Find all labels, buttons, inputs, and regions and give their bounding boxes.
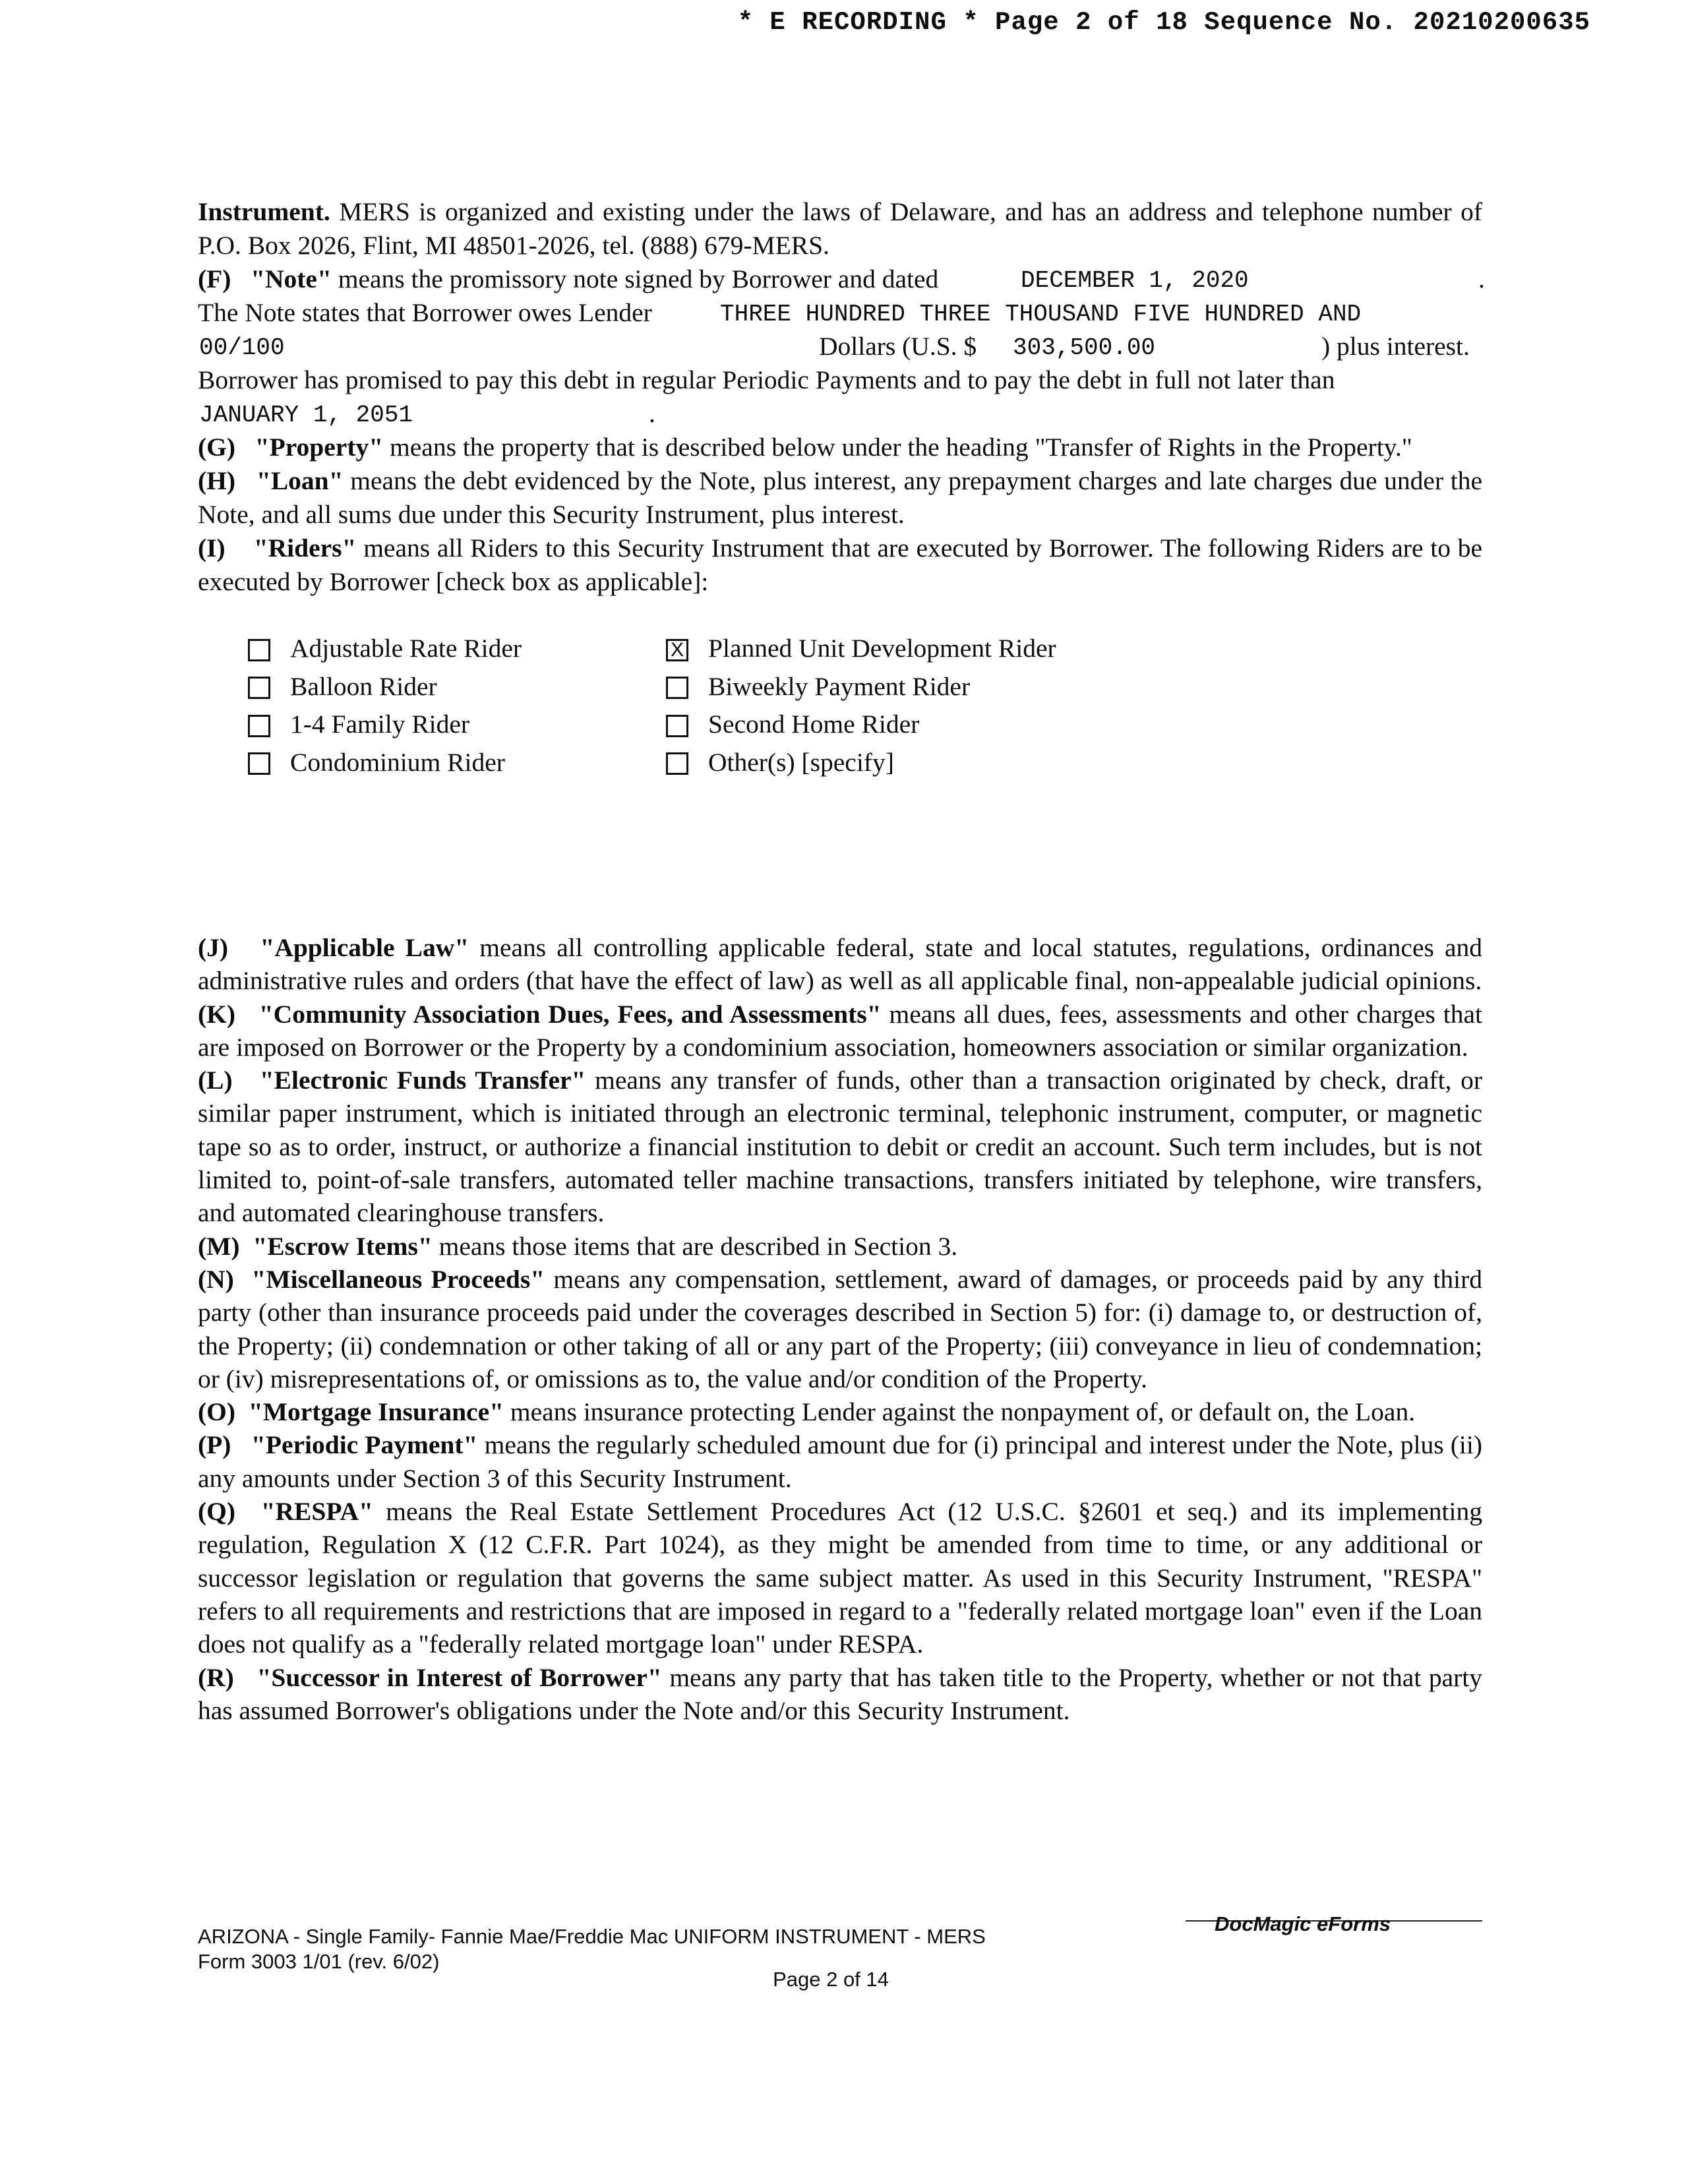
definitions-part-1 xyxy=(198,195,1485,599)
note-text-2: The Note states that Borrower owes Lender xyxy=(198,298,652,327)
rider-checkbox[interactable] xyxy=(248,677,270,699)
definition-term: "Miscellaneous Proceeds" xyxy=(251,1264,545,1294)
rider-1-4-family xyxy=(248,706,469,743)
riders-checklist xyxy=(248,630,1171,781)
rider-checkbox[interactable] xyxy=(666,677,688,699)
definition-label: (Q) xyxy=(198,1497,236,1527)
note-plus-interest: ) plus interest. xyxy=(1321,332,1470,361)
note-term-group xyxy=(198,262,938,296)
note-line-2 xyxy=(198,296,1482,330)
definition-text: means the Real Estate Settlement Procedures Act (12 U.S.C. §2601 et seq.) and its implementing regulation, Regulation X (12 C.F.R. Part 1024), as they might be amended from time to time, or any additional or successor legislation or regulation that governs the same subject matter. As used in this Security Instrument, "RESPA" refers to all requirements and restrictions that are imposed in regard to a "federally related mortgage loan" even if the Loan does not qualify as a "federally related mortgage loan" under RESPA. xyxy=(198,1497,1482,1659)
docmagic-brand-logo: DocMagic eForms xyxy=(1215,1912,1391,1935)
rider-biweekly-payment xyxy=(666,668,970,706)
definition-text: means insurance protecting Lender against the nonpayment of, or default on, the Loan. xyxy=(504,1397,1416,1427)
loan-label: (H) xyxy=(198,466,236,495)
note-term: "Note" xyxy=(251,264,332,293)
intro-text: MERS is organized and existing under the laws of Delaware, and has an address and telephone number of P.O. Box 2026, Flint, MI 48501-2026, tel. (888) 679-MERS. xyxy=(198,197,1482,260)
note-maturity-date: JANUARY 1, 2051 xyxy=(199,402,413,429)
rider-label: Condominium Rider xyxy=(290,747,505,777)
rider-condominium xyxy=(248,744,505,781)
note-amount-words-1: THREE HUNDRED THREE THOUSAND FIVE HUNDRED AND xyxy=(720,301,1362,328)
note-date: DECEMBER 1, 2020 xyxy=(1021,267,1249,294)
loan-text: means the debt evidenced by the Note, plus interest, any prepayment charges and late charges due under the Note, and all sums due under this Security Instrument, plus interest. xyxy=(198,466,1482,529)
riders-text: means all Riders to this Security Instrument that are executed by Borrower. The following Riders are to be executed by Borrower [check box as applicable]: xyxy=(198,533,1482,596)
rider-checkbox[interactable] xyxy=(248,639,270,661)
footer-form-info xyxy=(198,1924,986,1974)
footer-form-line-1: ARIZONA - Single Family- Fannie Mae/Freddie Mac UNIFORM INSTRUMENT - MERS xyxy=(198,1925,986,1948)
note-line-1 xyxy=(198,262,1485,296)
rider-row xyxy=(248,668,1171,706)
definition-term: "Escrow Items" xyxy=(253,1231,433,1261)
definition-text: means any compensation, settlement, award of damages, or proceeds paid by any third party (other than insurance proceeds paid under the coverages described in Section 5) for: (i) damage to, or destruction of, the Property; (ii) condemnation or other taking of all or any part of the Property; (iii) conveyance in lieu of condemnation; or (iv) misrepresentations of, or omissions as to, the value and/or condition of the Property. xyxy=(198,1264,1482,1393)
loan-term: "Loan" xyxy=(256,466,344,495)
rider-second-home xyxy=(666,706,919,743)
rider-checkbox[interactable] xyxy=(248,715,270,737)
definition-term: "Successor in Interest of Borrower" xyxy=(256,1662,662,1692)
definition-term: "RESPA" xyxy=(260,1497,373,1527)
rider-label: Second Home Rider xyxy=(708,710,920,739)
definition-label: (J) xyxy=(198,933,229,962)
rider-label: 1-4 Family Rider xyxy=(290,710,470,739)
definition-text: means all dues, fees, assessments and other charges that are imposed on Borrower or the Property by a condominium association, homeowners association or similar organization. xyxy=(198,999,1482,1062)
definition-periodic-payment xyxy=(198,1428,1482,1495)
definition-label: (K) xyxy=(198,999,236,1029)
rider-planned-unit-development xyxy=(666,630,1056,667)
rider-checkbox[interactable] xyxy=(248,752,270,775)
rider-row xyxy=(248,630,1171,668)
rider-checkbox-checked[interactable]: X xyxy=(666,639,688,661)
rider-row xyxy=(248,744,1171,782)
definition-applicable-law xyxy=(198,931,1482,998)
definition-successor-in-interest xyxy=(198,1661,1482,1728)
note-line-3 xyxy=(198,330,1482,363)
property-label: (G) xyxy=(198,433,236,462)
rider-label: Planned Unit Development Rider xyxy=(708,634,1056,663)
intro-lead: Instrument. xyxy=(198,197,330,226)
definition-text: means all controlling applicable federal, state and local statutes, regulations, ordinances and administrative rules and orders (that have the effect of law) as well as all applicable final, non-appealable judicial opinions. xyxy=(198,933,1483,996)
note-line-5 xyxy=(198,397,1482,431)
rider-label: Balloon Rider xyxy=(290,671,437,701)
definition-label: (R) xyxy=(198,1662,234,1692)
definition-electronic-funds-transfer xyxy=(198,1064,1482,1229)
definition-label: (M) xyxy=(198,1231,240,1261)
note-label: (F) xyxy=(198,264,231,293)
footer-page-number: Page 2 of 14 xyxy=(773,1968,889,1991)
definition-term: "Applicable Law" xyxy=(260,933,469,962)
definition-term: "Community Association Dues, Fees, and Assessments" xyxy=(258,999,882,1029)
rider-checkbox[interactable] xyxy=(666,752,688,775)
property-text: means the property that is described below under the heading "Transfer of Rights in the Property." xyxy=(383,433,1412,462)
property-term: "Property" xyxy=(255,433,384,462)
loan-paragraph xyxy=(198,464,1482,531)
note-text-1: means the promissory note signed by Borrower and dated xyxy=(331,264,939,293)
note-dollars-text: Dollars (U.S. $ xyxy=(819,332,977,361)
riders-paragraph xyxy=(198,531,1482,599)
definition-term: "Periodic Payment" xyxy=(251,1430,478,1460)
property-paragraph xyxy=(198,431,1482,464)
rider-adjustable-rate xyxy=(248,630,522,667)
rider-row xyxy=(248,706,1171,744)
rider-label: Adjustable Rate Rider xyxy=(290,634,522,663)
riders-label: (I) xyxy=(198,533,226,562)
note-amount-words-2: 00/100 xyxy=(199,334,285,361)
definition-miscellaneous-proceeds xyxy=(198,1263,1482,1395)
definition-term: "Electronic Funds Transfer" xyxy=(259,1066,586,1095)
definition-respa xyxy=(198,1495,1482,1660)
rider-other xyxy=(666,744,894,781)
definition-label: (N) xyxy=(198,1264,234,1294)
definition-text: means any party that has taken title to the Property, whether or not that party has assumed Borrower's obligations under the Note and/or this Security Instrument. xyxy=(198,1662,1482,1725)
recording-stamp: * E RECORDING * Page 2 of 18 Sequence No. 20210200635 xyxy=(737,8,1590,37)
definition-community-association xyxy=(198,998,1482,1064)
definition-text: means the regularly scheduled amount due for (i) principal and interest under the Note, plus (ii) any amounts under Section 3 of this Security Instrument. xyxy=(198,1430,1483,1493)
rider-checkbox[interactable] xyxy=(666,715,688,737)
rider-label: Other(s) [specify] xyxy=(708,747,894,777)
definition-label: (P) xyxy=(198,1430,231,1460)
riders-term: "Riders" xyxy=(253,533,357,562)
definition-text: means any transfer of funds, other than a transaction originated by check, draft, or similar paper instrument, which is initiated through an electronic terminal, telephonic instrument, computer, or magnetic tape so as to order, instruct, or authorize a financial institution to debit or credit an account. Such term includes, but is not limited to, point-of-sale transfers, automated teller machine transactions, transfers initiated by telephone, wire transfers, and automated clearinghouse transfers. xyxy=(198,1066,1483,1228)
definition-mortgage-insurance xyxy=(198,1395,1482,1428)
definition-text: means those items that are described in Section 3. xyxy=(432,1231,958,1261)
definitions-part-2 xyxy=(198,931,1482,1727)
note-amount-value: 303,500.00 xyxy=(1013,334,1156,361)
intro-paragraph xyxy=(198,195,1482,262)
definition-label: (O) xyxy=(198,1397,236,1427)
definition-term: "Mortgage Insurance" xyxy=(248,1397,504,1427)
definition-label: (L) xyxy=(198,1066,233,1095)
note-period-1: . xyxy=(1478,264,1485,293)
rider-balloon xyxy=(248,668,437,706)
note-period-2: . xyxy=(649,399,655,428)
definition-escrow-items xyxy=(198,1230,1482,1263)
footer-form-line-2: Form 3003 1/01 (rev. 6/02) xyxy=(198,1950,440,1973)
note-text-3: Borrower has promised to pay this debt in regular Periodic Payments and to pay the debt in full not later than xyxy=(198,365,1335,394)
rider-label: Biweekly Payment Rider xyxy=(708,671,971,701)
